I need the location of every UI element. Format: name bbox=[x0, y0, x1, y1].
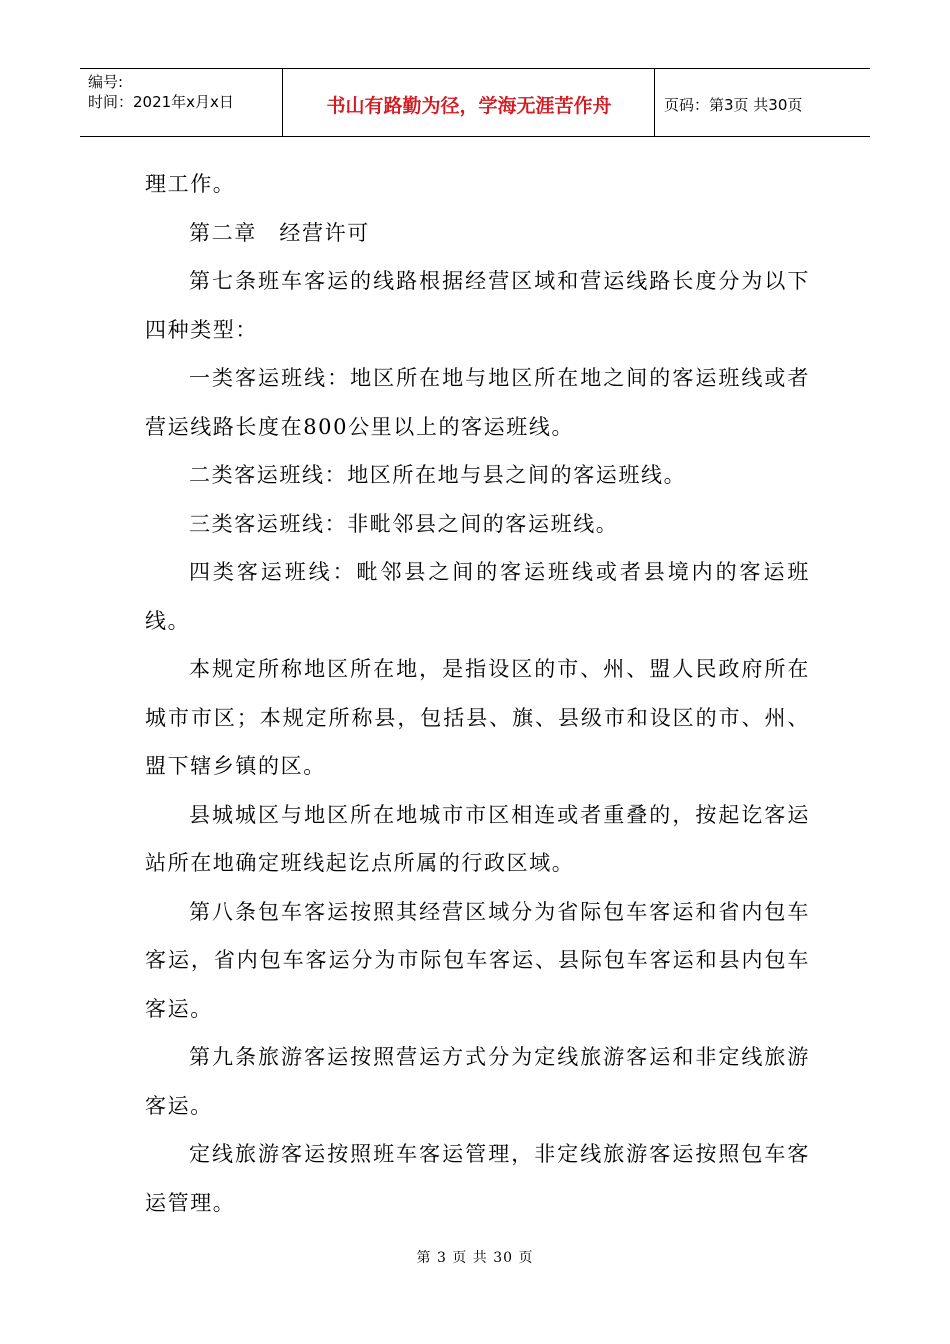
header-motto: 书山有路勤为径，学海无涯苦作舟 bbox=[326, 95, 612, 117]
page-footer: 第 3 页 共 30 页 bbox=[416, 1250, 534, 1266]
header-motto-cell bbox=[284, 69, 655, 136]
body-paragraph: 第七条班车客运的线路根据经营区域和营运线路长度分为以下四种类型： bbox=[145, 269, 810, 342]
document-header bbox=[80, 68, 870, 137]
body-paragraph: 定线旅游客运按照班车客运管理，非定线旅游客运按照包车客运管理。 bbox=[145, 1142, 810, 1215]
header-page-info: 页码：第3页 共30页 bbox=[664, 96, 803, 114]
body-paragraph: 县城城区与地区所在地城市市区相连或者重叠的，按起讫客运站所在地确定班线起讫点所属的行政区域。 bbox=[145, 802, 810, 875]
body-paragraph: 本规定所称地区所在地，是指设区的市、州、盟人民政府所在城市市区；本规定所称县，包括县、旗、县级市和设区的市、州、盟下辖乡镇的区。 bbox=[145, 657, 810, 778]
body-paragraph: 理工作。 bbox=[145, 172, 236, 196]
document-body bbox=[145, 160, 810, 1227]
body-paragraph: 四类客运班线：毗邻县之间的客运班线或者县境内的客运班线。 bbox=[145, 560, 810, 633]
body-paragraph: 三类客运班线：非毗邻县之间的客运班线。 bbox=[189, 511, 619, 536]
header-page-cell bbox=[656, 69, 870, 136]
body-paragraph: 二类客运班线：地区所在地与县之间的客运班线。 bbox=[189, 463, 687, 487]
document-date-label: 时间：2021年x月x日 bbox=[88, 93, 234, 111]
body-paragraph: 一类客运班线：地区所在地与地区所在地之间的客运班线或者营运线路长度在800公里以上的客运班线。 bbox=[145, 366, 810, 439]
body-paragraph: 第八条包车客运按照其经营区域分为省际包车客运和省内包车客运，省内包车客运分为市际包车客运、县际包车客运和县内包车客运。 bbox=[145, 899, 810, 1021]
body-paragraph: 第九条旅游客运按照营运方式分为定线旅游客运和非定线旅游客运。 bbox=[145, 1045, 810, 1118]
document-number-label: 编号: bbox=[88, 73, 124, 91]
header-meta-cell bbox=[80, 69, 283, 136]
chapter-heading: 第二章 经营许可 bbox=[189, 220, 370, 245]
